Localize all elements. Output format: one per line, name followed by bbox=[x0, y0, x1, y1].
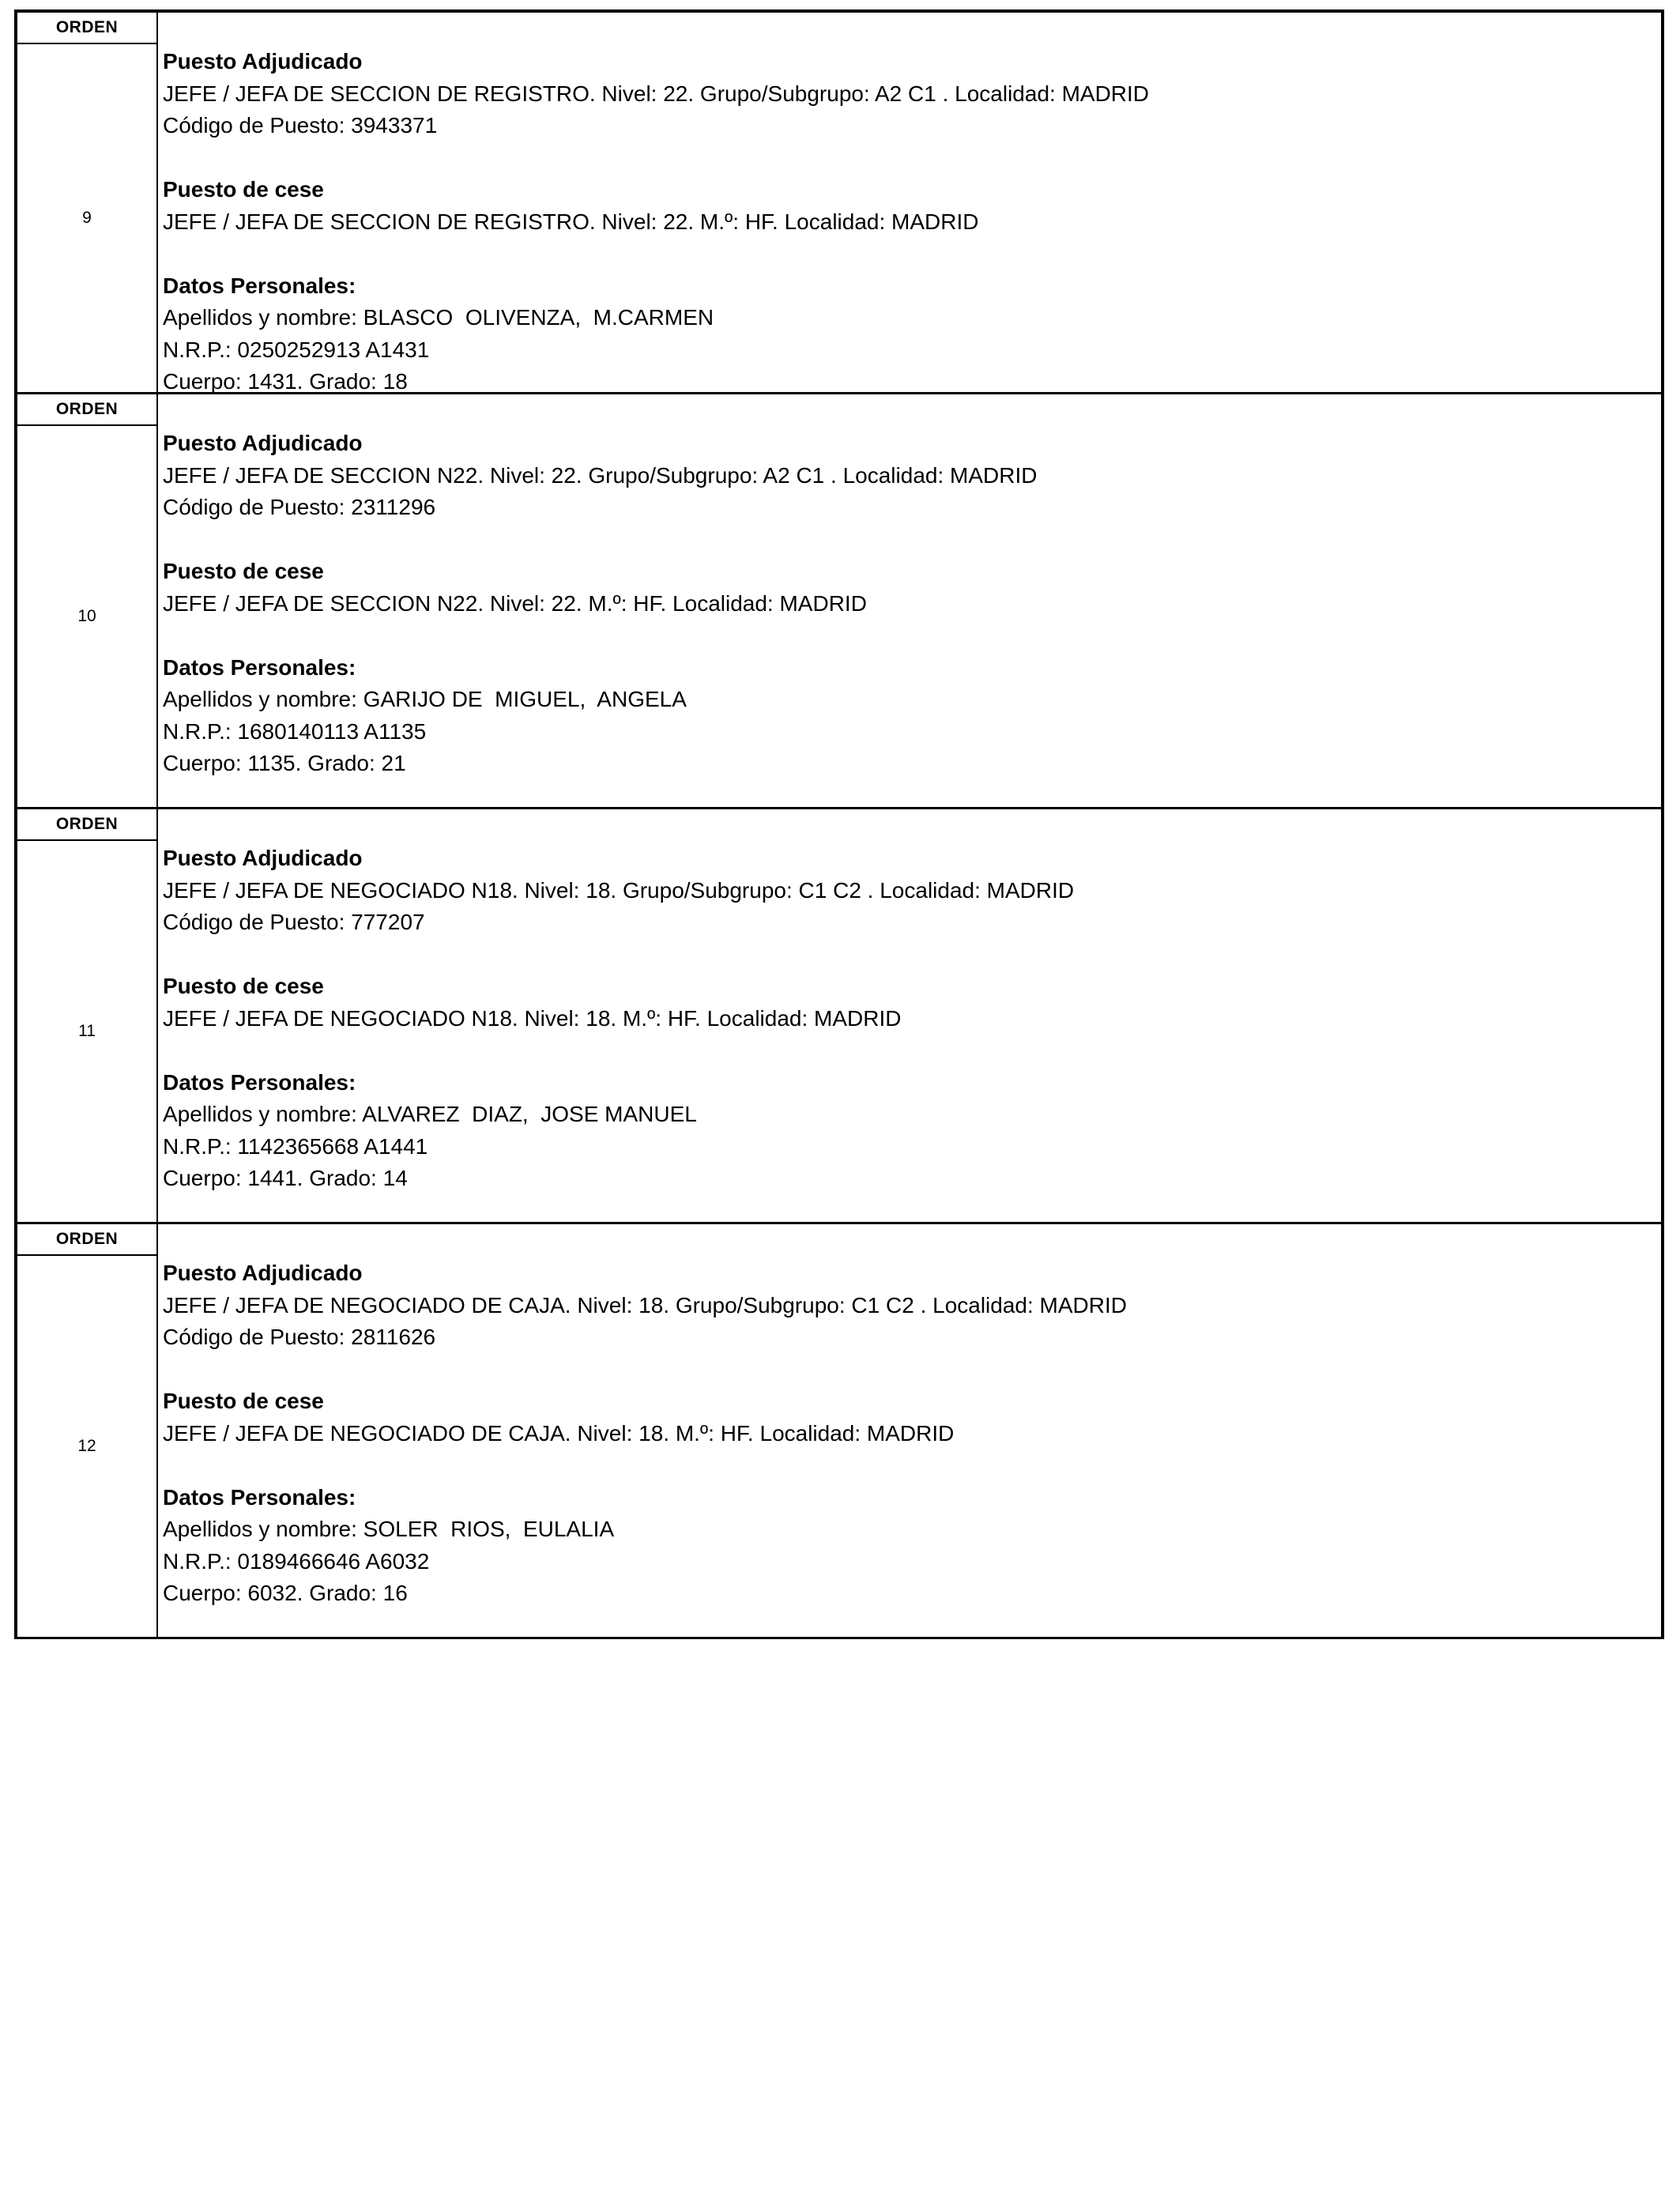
datos-personales-heading: Datos Personales: bbox=[163, 654, 356, 680]
puesto-adjudicado-heading: Puesto Adjudicado bbox=[163, 431, 363, 455]
apellidos-nombre: Apellidos y nombre: ALVAREZ DIAZ, JOSE MANUEL bbox=[163, 1102, 697, 1126]
puesto-cese-text: JEFE / JEFA DE NEGOCIADO DE CAJA. Nivel: 18. M.º: HF. Localidad: MADRID bbox=[163, 1420, 955, 1446]
entry-details bbox=[158, 1224, 1661, 1637]
orden-header: ORDEN bbox=[17, 394, 156, 426]
nrp: N.R.P.: 1142365668 A1441 bbox=[163, 1133, 428, 1159]
apellidos-nombre: Apellidos y nombre: GARIJO DE MIGUEL, ANGELA bbox=[163, 687, 687, 711]
puesto-adjudicado-heading: Puesto Adjudicado bbox=[163, 49, 363, 74]
orden-number: 10 bbox=[77, 607, 96, 625]
entry-details bbox=[158, 13, 1661, 392]
orden-cell bbox=[17, 1224, 158, 1637]
spacer bbox=[163, 1354, 1661, 1386]
spacer bbox=[163, 524, 1661, 556]
cuerpo-grado: Cuerpo: 1431. Grado: 18 bbox=[163, 369, 408, 394]
entry-row bbox=[17, 392, 1661, 807]
spacer bbox=[163, 620, 1661, 652]
spacer bbox=[163, 238, 1661, 270]
spacer bbox=[163, 142, 1661, 175]
entry-details bbox=[158, 809, 1661, 1222]
entry-row bbox=[17, 807, 1661, 1222]
puesto-adjudicado-text: JEFE / JEFA DE NEGOCIADO N18. Nivel: 18. Grupo/Subgrupo: C1 C2 . Localidad: MADRID bbox=[163, 877, 1075, 903]
codigo-puesto: Código de Puesto: 777207 bbox=[163, 910, 425, 934]
orden-cell bbox=[17, 394, 158, 807]
nrp: N.R.P.: 0189466646 A6032 bbox=[163, 1548, 430, 1574]
orden-header: ORDEN bbox=[17, 13, 156, 44]
puesto-cese-heading: Puesto de cese bbox=[163, 177, 324, 202]
orden-number: 11 bbox=[78, 1022, 96, 1040]
orden-cell bbox=[17, 13, 158, 392]
puesto-adjudicado-heading: Puesto Adjudicado bbox=[163, 846, 363, 870]
apellidos-nombre: Apellidos y nombre: SOLER RIOS, EULALIA bbox=[163, 1517, 615, 1541]
puesto-adjudicado-text: JEFE / JEFA DE SECCION N22. Nivel: 22. Grupo/Subgrupo: A2 C1 . Localidad: MADRID bbox=[163, 462, 1038, 488]
codigo-puesto: Código de Puesto: 3943371 bbox=[163, 113, 438, 138]
puesto-cese-heading: Puesto de cese bbox=[163, 1389, 324, 1413]
nrp: N.R.P.: 1680140113 A1135 bbox=[163, 718, 427, 744]
puesto-adjudicado-text: JEFE / JEFA DE SECCION DE REGISTRO. Nivel: 22. Grupo/Subgrupo: A2 C1 . Localidad: MADRID bbox=[163, 81, 1150, 106]
spacer bbox=[163, 1035, 1661, 1067]
datos-personales-heading: Datos Personales: bbox=[163, 1069, 356, 1095]
datos-personales-heading: Datos Personales: bbox=[163, 273, 356, 298]
codigo-puesto: Código de Puesto: 2311296 bbox=[163, 495, 436, 519]
datos-personales-heading: Datos Personales: bbox=[163, 1484, 356, 1510]
puesto-cese-text: JEFE / JEFA DE SECCION DE REGISTRO. Nivel: 22. M.º: HF. Localidad: MADRID bbox=[163, 209, 979, 234]
cuerpo-grado: Cuerpo: 6032. Grado: 16 bbox=[163, 1581, 408, 1605]
orden-header: ORDEN bbox=[17, 809, 156, 841]
orden-number: 12 bbox=[77, 1437, 96, 1455]
puesto-adjudicado-text: JEFE / JEFA DE NEGOCIADO DE CAJA. Nivel: 18. Grupo/Subgrupo: C1 C2 . Localidad: MADRID bbox=[163, 1292, 1127, 1318]
orden-header: ORDEN bbox=[17, 1224, 156, 1256]
nrp: N.R.P.: 0250252913 A1431 bbox=[163, 337, 430, 362]
puesto-cese-text: JEFE / JEFA DE SECCION N22. Nivel: 22. M.º: HF. Localidad: MADRID bbox=[163, 590, 867, 616]
spacer bbox=[163, 939, 1661, 971]
codigo-puesto: Código de Puesto: 2811626 bbox=[163, 1325, 436, 1349]
puesto-cese-heading: Puesto de cese bbox=[163, 974, 324, 998]
entry-row bbox=[17, 1222, 1661, 1637]
adjudication-table bbox=[14, 9, 1664, 1639]
apellidos-nombre: Apellidos y nombre: BLASCO OLIVENZA, M.CARMEN bbox=[163, 305, 714, 330]
entry-details bbox=[158, 394, 1661, 807]
puesto-adjudicado-heading: Puesto Adjudicado bbox=[163, 1261, 363, 1285]
entry-row bbox=[17, 9, 1661, 392]
puesto-cese-heading: Puesto de cese bbox=[163, 559, 324, 583]
orden-cell bbox=[17, 809, 158, 1222]
cuerpo-grado: Cuerpo: 1135. Grado: 21 bbox=[163, 751, 406, 775]
cuerpo-grado: Cuerpo: 1441. Grado: 14 bbox=[163, 1166, 408, 1190]
puesto-cese-text: JEFE / JEFA DE NEGOCIADO N18. Nivel: 18. M.º: HF. Localidad: MADRID bbox=[163, 1005, 902, 1031]
orden-number: 9 bbox=[82, 209, 92, 227]
spacer bbox=[163, 1449, 1661, 1482]
